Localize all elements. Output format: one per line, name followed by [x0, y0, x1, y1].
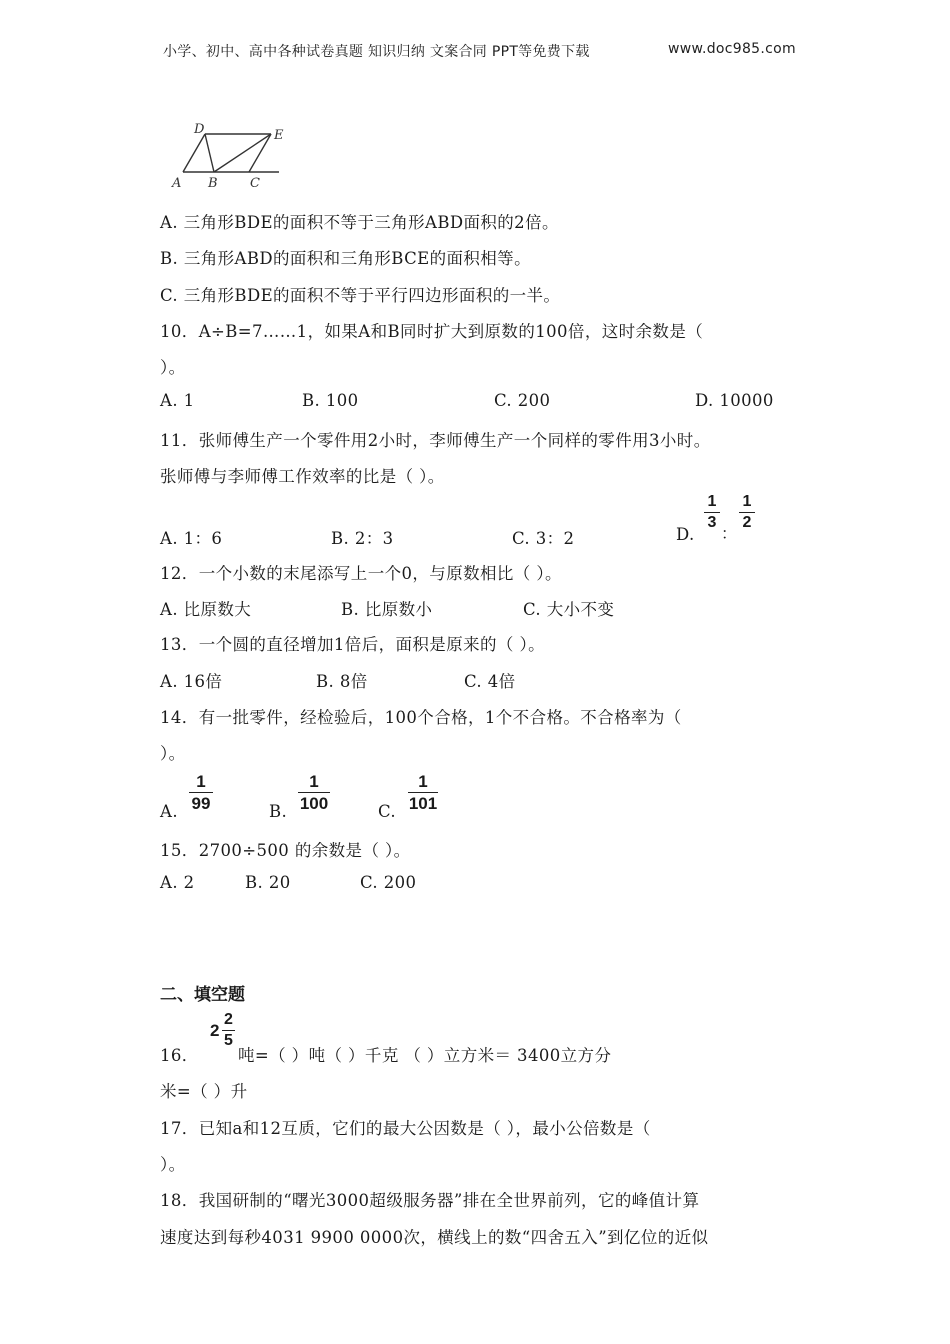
fraction-numerator: 1: [309, 772, 319, 791]
q16-text-line2: 米=（ ）升: [160, 1082, 248, 1101]
q10-option-c: C. 200: [494, 391, 551, 410]
q11-text-line1: 11．张师傅生产一个零件用2小时，李师傅生产一个同样的零件用3小时。: [160, 431, 711, 450]
fraction-denominator: 3: [707, 514, 717, 531]
q12-text: 12．一个小数的末尾添写上一个0，与原数相比（ ）。: [160, 564, 562, 583]
fraction-bar: [408, 792, 438, 793]
q18-text-line2: 速度达到每秒4031 9900 0000次，横线上的数“四舍五入”到亿位的近似: [160, 1228, 709, 1247]
q15-option-b: B. 20: [245, 873, 291, 892]
q11-option-a: A. 1：6: [160, 529, 223, 548]
fraction-numerator: 1: [707, 493, 717, 510]
q14-fraction-b: [298, 773, 330, 812]
q9-option-a: A. 三角形BDE的面积不等于三角形ABD面积的2倍。: [160, 213, 559, 232]
q11-text-line2: 张师傅与李师傅工作效率的比是（ ）。: [160, 467, 445, 486]
q14-option-c: C.: [378, 802, 397, 821]
label-e: E: [274, 128, 284, 143]
q11-ratio-colon: ：: [721, 524, 738, 543]
q11-fraction-one-third: [704, 494, 720, 531]
q13-option-a: A. 16倍: [160, 672, 223, 691]
label-c: C: [250, 176, 260, 191]
fraction-numerator: 2: [224, 1011, 233, 1028]
fraction-bar: [222, 1030, 235, 1031]
fraction-bar: [298, 792, 330, 793]
q14-fraction-a: [189, 773, 213, 812]
fraction-denominator: 99: [191, 794, 211, 813]
q14-option-b: B.: [269, 802, 288, 821]
q15-text: 15．2700÷500 的余数是（ ）。: [160, 841, 411, 860]
q16-fraction: [222, 1012, 235, 1049]
parallelogram-figure: [166, 120, 296, 196]
q11-option-c: C. 3：2: [512, 529, 575, 548]
header-site-link[interactable]: www.doc985.com: [668, 41, 796, 57]
page-header: [163, 41, 796, 61]
q18-text-line1: 18．我国研制的“曙光3000超级服务器”排在全世界前列，它的峰值计算: [160, 1191, 700, 1210]
q14-text-line2: ）。: [160, 744, 186, 763]
label-a: A: [172, 176, 182, 191]
q10-text-line2: ）。: [160, 358, 186, 377]
fraction-bar: [189, 792, 213, 793]
section-title-fill-in: 二、填空题: [160, 985, 245, 1005]
q10-text-line1: 10．A÷B=7……1，如果A和B同时扩大到原数的100倍，这时余数是（: [160, 322, 704, 341]
q10-option-a: A. 1: [160, 391, 195, 410]
parallelogram-diagram: [166, 120, 296, 192]
q17-text-line1: 17．已知a和12互质，它们的最大公因数是（ ），最小公倍数是（: [160, 1119, 651, 1138]
q14-option-a: A.: [160, 802, 178, 821]
q11-option-b: B. 2：3: [331, 529, 394, 548]
fraction-numerator: 1: [742, 493, 752, 510]
q10-option-d: D. 10000: [695, 391, 774, 410]
q11-option-d: D.: [676, 525, 695, 544]
q11-fraction-one-half: [739, 494, 755, 531]
fraction-bar: [704, 512, 720, 513]
q13-option-b: B. 8倍: [316, 672, 368, 691]
q17-text-line2: ）。: [160, 1155, 186, 1174]
header-title: 小学、初中、高中各种试卷真题 知识归纳 文案合同 PPT等免费下载: [163, 44, 590, 60]
q13-option-c: C. 4倍: [464, 672, 516, 691]
q16-number: 16．: [160, 1046, 199, 1065]
q9-option-b: B. 三角形ABD的面积和三角形BCE的面积相等。: [160, 249, 531, 268]
fraction-denominator: 5: [224, 1032, 233, 1049]
q12-option-c: C. 大小不变: [523, 600, 615, 619]
fraction-denominator: 100: [299, 794, 329, 813]
q10-option-b: B. 100: [302, 391, 359, 410]
q12-option-a: A. 比原数大: [160, 600, 252, 619]
fraction-numerator: 1: [418, 772, 428, 791]
label-b: B: [208, 176, 218, 191]
q9-option-c: C. 三角形BDE的面积不等于平行四边形面积的一半。: [160, 286, 561, 305]
q15-option-a: A. 2: [160, 873, 195, 892]
q12-option-b: B. 比原数小: [341, 600, 433, 619]
q13-text: 13．一个圆的直径增加1倍后，面积是原来的（ ）。: [160, 635, 545, 654]
q15-option-c: C. 200: [360, 873, 417, 892]
label-d: D: [194, 122, 205, 137]
fraction-denominator: 2: [742, 514, 752, 531]
fraction-bar: [739, 512, 755, 513]
fraction-denominator: 101: [408, 794, 438, 813]
q16-text-line1: 吨=（ ）吨（ ）千克 （ ）立方米＝ 3400立方分: [238, 1046, 612, 1065]
q14-text-line1: 14．有一批零件，经检验后，100个合格，1个不合格。不合格率为（: [160, 708, 682, 727]
fraction-numerator: 1: [196, 772, 206, 791]
q14-fraction-c: [408, 773, 438, 812]
q16-mixed-whole: 2: [210, 1021, 220, 1040]
